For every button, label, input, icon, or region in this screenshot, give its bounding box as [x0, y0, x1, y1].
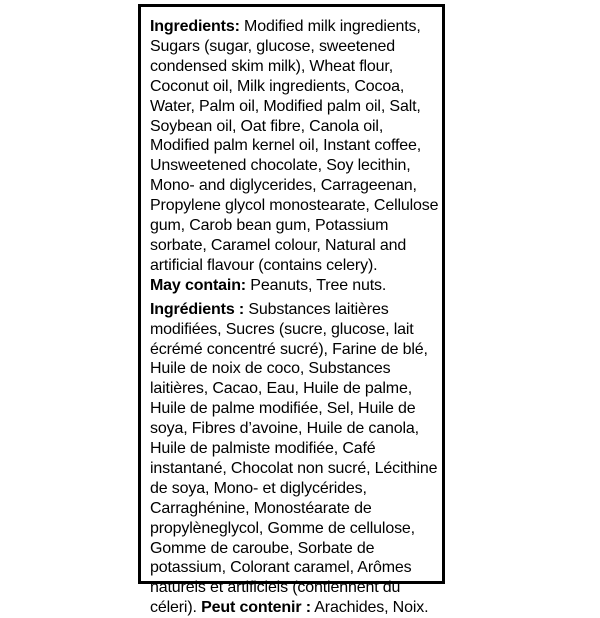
french-ingredients-line: propylèneglycol, Gomme de cellulose, — [150, 519, 415, 537]
english-ingredients-line: condensed skim milk), Wheat flour, — [150, 57, 393, 75]
french-ingredients-line: écrémé concentré sucré), Farine de blé, — [150, 340, 428, 358]
french-ingredients-line: de soya, Mono- et diglycérides, — [150, 479, 367, 497]
english-ingredients-line: Soybean oil, Oat fibre, Canola oil, — [150, 117, 384, 135]
french-ingredients-line: soya, Fibres d’avoine, Huile de canola, — [150, 420, 419, 438]
french-ingredients-line: naturels et artificiels (contiennent du — [150, 579, 401, 597]
french-may-contain-heading: Peut contenir : — [201, 599, 311, 617]
english-ingredients-line: Unsweetened chocolate, Soy lecithin, — [150, 157, 411, 175]
english-ingredients-line: gum, Carob bean gum, Potassium — [150, 217, 389, 235]
english-ingredients-line: Modified palm kernel oil, Instant coffee, — [150, 137, 422, 155]
english-ingredients-text: Modified milk ingredients, — [239, 18, 421, 35]
french-ingredients-line: instantané, Chocolat non sucré, Lécithine — [150, 459, 438, 477]
english-ingredients-line: Sugars (sugar, glucose, sweetened — [150, 37, 395, 55]
english-ingredients-line-1 — [150, 17, 437, 37]
english-may-contain-line — [150, 276, 437, 296]
french-ingredients-line: Gomme de caroube, Sorbate de — [150, 539, 375, 557]
french-ingredients-line-1 — [150, 300, 437, 320]
french-ingredients-line: Huile de palme modifiée, Sel, Huile de — [150, 400, 416, 418]
french-ingredients-line: Huile de noix de coco, Substances — [150, 360, 391, 378]
english-ingredients-line: Propylene glycol monostearate, Cellulose — [150, 197, 439, 215]
english-ingredients-line: Coconut oil, Milk ingredients, Cocoa, — [150, 77, 405, 95]
english-ingredients-line: artificial flavour (contains celery). — [150, 256, 378, 274]
english-may-contain-text: Peanuts, Tree nuts. — [246, 276, 387, 294]
ingredients-label-panel — [138, 4, 445, 617]
english-ingredients-heading: Ingredients: — [150, 18, 240, 35]
english-ingredients-section — [150, 17, 437, 296]
french-ingredients-line: modifiées, Sucres (sucre, glucose, lait — [150, 320, 414, 338]
french-ingredients-line: laitières, Cacao, Eau, Huile de palme, — [150, 380, 412, 398]
english-ingredients-line: Mono- and diglycerides, Carrageenan, — [150, 177, 417, 195]
french-may-contain-text: Arachides, Noix. — [310, 599, 429, 617]
french-last-line — [150, 598, 437, 618]
english-may-contain-heading: May contain: — [150, 276, 246, 294]
french-ingredients-section — [150, 300, 437, 618]
french-ingredients-text-end: céleri). — [150, 599, 202, 617]
french-ingredients-text: Substances laitières — [244, 300, 389, 318]
english-ingredients-line: sorbate, Caramel colour, Natural and — [150, 236, 407, 254]
french-ingredients-heading: Ingrédients : — [150, 300, 245, 318]
english-ingredients-line: Water, Palm oil, Modified palm oil, Salt, — [150, 97, 421, 115]
french-ingredients-line: Huile de palmiste modifiée, Café — [150, 440, 376, 458]
french-ingredients-line: potassium, Colorant caramel, Arômes — [150, 559, 412, 577]
french-ingredients-line: Carraghénine, Monostéarate de — [150, 499, 372, 517]
